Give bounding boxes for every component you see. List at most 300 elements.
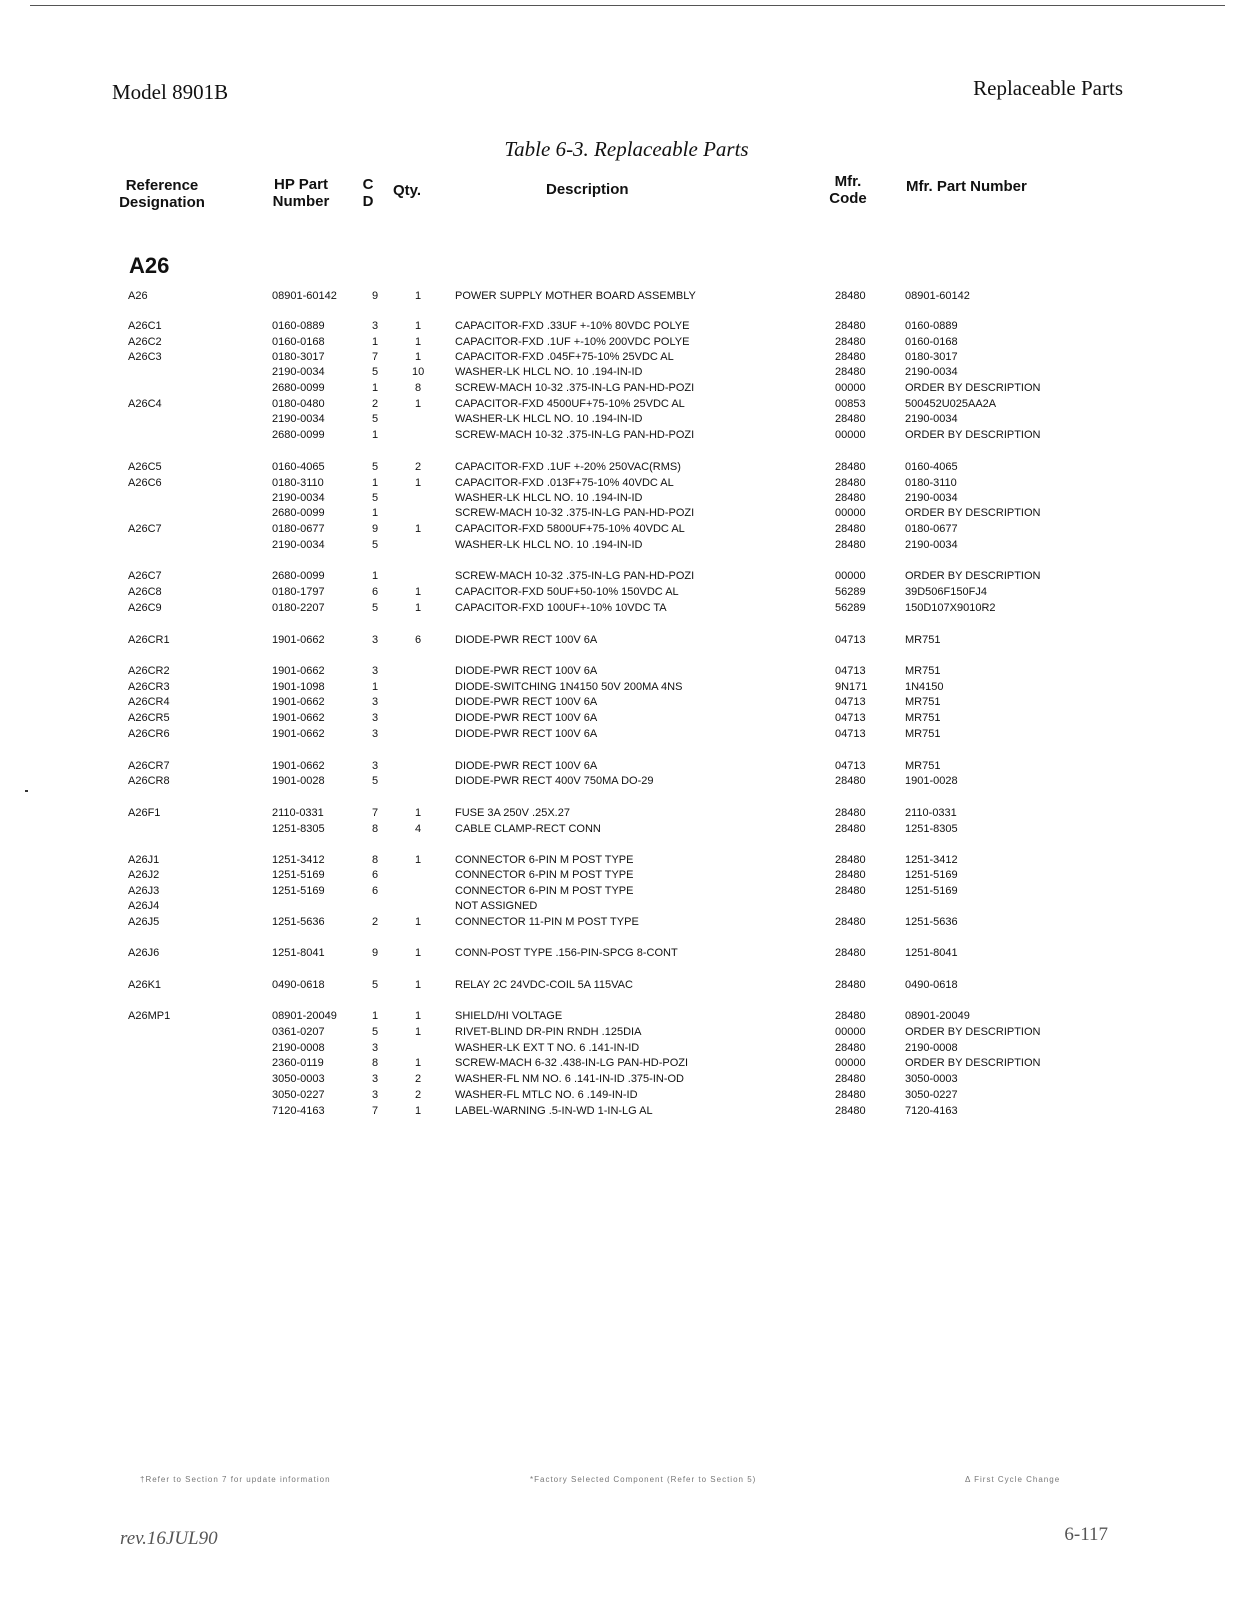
cell-mfr-code: 04713 — [835, 728, 866, 740]
cell-mfr-part-number: 0180-0677 — [905, 523, 958, 535]
cell-description: DIODE-PWR RECT 100V 6A — [455, 728, 598, 740]
page-number: 6-117 — [1064, 1524, 1108, 1545]
cell-mfr-code: 28480 — [835, 869, 866, 881]
cell-hp-part-number: 7120-4163 — [272, 1105, 325, 1117]
col-header-hp-part-line1: HP Part — [274, 176, 328, 193]
cell-hp-part-number: 0180-0677 — [272, 523, 325, 535]
cell-quantity: 1 — [414, 979, 422, 991]
cell-cd-code: 1 — [371, 1010, 379, 1022]
cell-ref-designation: A26CR1 — [128, 634, 170, 646]
cell-hp-part-number: 0490-0618 — [272, 979, 325, 991]
cell-description: WASHER-LK HLCL NO. 10 .194-IN-ID — [455, 492, 643, 504]
cell-mfr-part-number: MR751 — [905, 760, 941, 772]
cell-mfr-code: 28480 — [835, 336, 866, 348]
cell-mfr-part-number: 3050-0003 — [905, 1073, 958, 1085]
table-row — [0, 505, 1253, 521]
table-title: Table 6-3. Replaceable Parts — [504, 137, 749, 161]
cell-description: LABEL-WARNING .5-IN-WD 1-IN-LG AL — [455, 1105, 653, 1117]
cell-mfr-code: 56289 — [835, 602, 866, 614]
cell-quantity: 1 — [414, 602, 422, 614]
cell-hp-part-number: 1901-1098 — [272, 681, 325, 693]
cell-description: DIODE-SWITCHING 1N4150 50V 200MA 4NS — [455, 681, 683, 693]
cell-cd-code: 5 — [371, 979, 379, 991]
cell-mfr-code: 00000 — [835, 382, 866, 394]
table-row — [0, 945, 1253, 961]
cell-ref-designation: A26C5 — [128, 461, 162, 473]
cell-cd-code: 7 — [371, 351, 379, 363]
cell-description: SCREW-MACH 10-32 .375-IN-LG PAN-HD-POZI — [455, 570, 695, 582]
revision-date: rev.16JUL90 — [120, 1528, 218, 1549]
table-row — [0, 679, 1253, 695]
cell-description: WASHER-LK HLCL NO. 10 .194-IN-ID — [455, 539, 643, 551]
cell-mfr-code: 00853 — [835, 398, 866, 410]
table-row — [0, 380, 1253, 396]
col-header-hp-part — [268, 176, 334, 210]
table-row — [0, 852, 1253, 868]
cell-ref-designation: A26CR5 — [128, 712, 170, 724]
cell-description: SCREW-MACH 6-32 .438-IN-LG PAN-HD-POZI — [455, 1057, 689, 1069]
cell-cd-code: 3 — [371, 712, 379, 724]
cell-hp-part-number: 1251-5636 — [272, 916, 325, 928]
table-row — [0, 364, 1253, 380]
cell-description: CONNECTOR 11-PIN M POST TYPE — [455, 916, 639, 928]
cell-quantity: 1 — [414, 1105, 422, 1117]
cell-quantity: 1 — [414, 807, 422, 819]
cell-description: CONNECTOR 6-PIN M POST TYPE — [455, 869, 634, 881]
cell-cd-code: 3 — [371, 728, 379, 740]
cell-hp-part-number: 08901-60142 — [272, 290, 337, 302]
col-header-reference — [116, 177, 208, 211]
cell-description: SCREW-MACH 10-32 .375-IN-LG PAN-HD-POZI — [455, 429, 695, 441]
cell-description: SCREW-MACH 10-32 .375-IN-LG PAN-HD-POZI — [455, 507, 695, 519]
cell-mfr-part-number: 2190-0034 — [905, 492, 958, 504]
cell-hp-part-number: 2680-0099 — [272, 429, 325, 441]
cell-description: CONN-POST TYPE .156-PIN-SPCG 8-CONT — [455, 947, 678, 959]
cell-description: RIVET-BLIND DR-PIN RNDH .125DIA — [455, 1026, 642, 1038]
cell-mfr-part-number: 1N4150 — [905, 681, 944, 693]
cell-hp-part-number: 1251-8041 — [272, 947, 325, 959]
cell-mfr-code: 28480 — [835, 539, 866, 551]
cell-description: CAPACITOR-FXD .1UF +-20% 250VAC(RMS) — [455, 461, 681, 473]
cell-ref-designation: A26C4 — [128, 398, 162, 410]
cell-hp-part-number: 2190-0008 — [272, 1042, 325, 1054]
cell-description: CONNECTOR 6-PIN M POST TYPE — [455, 854, 634, 866]
cell-hp-part-number: 1901-0662 — [272, 728, 325, 740]
cell-ref-designation: A26C7 — [128, 523, 162, 535]
cell-mfr-code: 28480 — [835, 1073, 866, 1085]
cell-cd-code: 1 — [371, 336, 379, 348]
table-row — [0, 1071, 1253, 1087]
cell-ref-designation: A26CR7 — [128, 760, 170, 772]
cell-description: DIODE-PWR RECT 400V 750MA DO-29 — [455, 775, 654, 787]
table-row — [0, 710, 1253, 726]
section-heading: A26 — [129, 253, 170, 278]
cell-mfr-code: 00000 — [835, 1057, 866, 1069]
cell-quantity: 2 — [414, 1089, 422, 1101]
cell-description: CAPACITOR-FXD .1UF +-10% 200VDC POLYE — [455, 336, 690, 348]
table-row — [0, 1040, 1253, 1056]
table-row — [0, 288, 1253, 304]
table-row — [0, 663, 1253, 679]
table-row — [0, 898, 1253, 914]
cell-mfr-part-number: 39D506F150FJ4 — [905, 586, 987, 598]
col-header-cd-line2: D — [362, 193, 374, 210]
cell-hp-part-number: 1901-0662 — [272, 665, 325, 677]
cell-cd-code: 5 — [371, 539, 379, 551]
table-row — [0, 758, 1253, 774]
cell-hp-part-number: 0160-4065 — [272, 461, 325, 473]
col-header-mfr-code-line1: Mfr. — [834, 173, 862, 190]
cell-cd-code: 8 — [371, 854, 379, 866]
cell-hp-part-number: 2360-0119 — [272, 1057, 324, 1069]
cell-ref-designation: A26C6 — [128, 477, 162, 489]
table-row — [0, 1087, 1253, 1103]
cell-quantity: 10 — [412, 366, 425, 378]
cell-quantity: 1 — [414, 477, 422, 489]
cell-description: FUSE 3A 250V .25X.27 — [455, 807, 570, 819]
cell-mfr-code: 28480 — [835, 916, 866, 928]
table-row — [0, 459, 1253, 475]
table-row — [0, 1055, 1253, 1071]
model-header: Model 8901B — [112, 80, 229, 104]
cell-hp-part-number: 2190-0034 — [272, 492, 325, 504]
cell-hp-part-number: 3050-0227 — [272, 1089, 325, 1101]
cell-mfr-part-number: 1251-8305 — [905, 823, 958, 835]
table-row — [0, 1103, 1253, 1119]
table-row — [0, 521, 1253, 537]
cell-hp-part-number: 2190-0034 — [272, 366, 325, 378]
cell-mfr-part-number: 2190-0008 — [905, 1042, 958, 1054]
table-row — [0, 600, 1253, 616]
cell-mfr-part-number: 1251-5169 — [905, 869, 958, 881]
table-row — [0, 568, 1253, 584]
cell-mfr-part-number: 1901-0028 — [905, 775, 958, 787]
cell-mfr-part-number: 7120-4163 — [905, 1105, 958, 1117]
table-row — [0, 334, 1253, 350]
cell-mfr-part-number: 3050-0227 — [905, 1089, 958, 1101]
cell-mfr-code: 28480 — [835, 1105, 866, 1117]
cell-ref-designation: A26C1 — [128, 320, 162, 332]
cell-quantity: 1 — [414, 336, 422, 348]
cell-hp-part-number: 2190-0034 — [272, 539, 325, 551]
cell-cd-code: 5 — [371, 602, 379, 614]
cell-cd-code: 2 — [371, 916, 379, 928]
cell-cd-code: 3 — [371, 665, 379, 677]
cell-cd-code: 5 — [371, 366, 379, 378]
col-header-mfr-code-line2: Code — [829, 190, 867, 207]
cell-mfr-part-number: 0180-3017 — [905, 351, 958, 363]
cell-ref-designation: A26J6 — [128, 947, 160, 959]
cell-description: POWER SUPPLY MOTHER BOARD ASSEMBLY — [455, 290, 696, 302]
cell-quantity: 6 — [414, 634, 422, 646]
table-row — [0, 726, 1253, 742]
cell-description: WASHER-LK EXT T NO. 6 .141-IN-ID — [455, 1042, 640, 1054]
cell-mfr-part-number: 2190-0034 — [905, 366, 958, 378]
cell-hp-part-number: 1901-0662 — [272, 712, 325, 724]
col-header-cd-line1: C — [362, 176, 374, 193]
cell-mfr-part-number: 0160-4065 — [905, 461, 958, 473]
cell-mfr-part-number: MR751 — [905, 696, 941, 708]
col-header-qty: Qty. — [393, 182, 422, 199]
cell-ref-designation: A26C2 — [128, 336, 162, 348]
cell-mfr-part-number: 2190-0034 — [905, 539, 958, 551]
cell-description: CAPACITOR-FXD .33UF +-10% 80VDC POLYE — [455, 320, 690, 332]
cell-mfr-code: 00000 — [835, 429, 866, 441]
cell-hp-part-number: 1251-8305 — [272, 823, 325, 835]
cell-hp-part-number: 1901-0662 — [272, 634, 325, 646]
table-row — [0, 694, 1253, 710]
cell-mfr-part-number: 08901-20049 — [905, 1010, 970, 1022]
cell-hp-part-number: 0361-0207 — [272, 1026, 325, 1038]
cell-mfr-part-number: ORDER BY DESCRIPTION — [905, 507, 1041, 519]
cell-mfr-code: 28480 — [835, 320, 866, 332]
table-row — [0, 773, 1253, 789]
cell-description: DIODE-PWR RECT 100V 6A — [455, 665, 598, 677]
cell-ref-designation: A26J4 — [128, 900, 160, 912]
cell-cd-code: 5 — [371, 1026, 379, 1038]
cell-hp-part-number: 2680-0099 — [272, 382, 325, 394]
cell-mfr-part-number: 1251-3412 — [905, 854, 958, 866]
cell-hp-part-number: 0160-0889 — [272, 320, 325, 332]
cell-quantity: 1 — [414, 523, 422, 535]
cell-mfr-part-number: MR751 — [905, 634, 941, 646]
cell-cd-code: 5 — [371, 413, 379, 425]
cell-hp-part-number: 0180-3110 — [272, 477, 324, 489]
cell-cd-code: 3 — [371, 634, 379, 646]
cell-cd-code: 3 — [371, 760, 379, 772]
cell-description: SCREW-MACH 10-32 .375-IN-LG PAN-HD-POZI — [455, 382, 695, 394]
cell-quantity: 1 — [414, 320, 422, 332]
table-row — [0, 867, 1253, 883]
cell-mfr-part-number: ORDER BY DESCRIPTION — [905, 429, 1041, 441]
cell-description: WASHER-FL NM NO. 6 .141-IN-ID .375-IN-OD — [455, 1073, 684, 1085]
cell-quantity: 8 — [414, 382, 422, 394]
cell-cd-code: 6 — [371, 885, 379, 897]
cell-cd-code: 8 — [371, 823, 379, 835]
cell-quantity: 2 — [414, 1073, 422, 1085]
cell-description: CAPACITOR-FXD .013F+75-10% 40VDC AL — [455, 477, 674, 489]
cell-ref-designation: A26J2 — [128, 869, 160, 881]
top-rule — [30, 5, 1225, 6]
cell-hp-part-number: 0180-2207 — [272, 602, 325, 614]
cell-mfr-part-number: 0490-0618 — [905, 979, 958, 991]
cell-mfr-code: 28480 — [835, 1089, 866, 1101]
col-header-reference-line1: Reference — [125, 177, 199, 194]
cell-mfr-code: 28480 — [835, 979, 866, 991]
cell-ref-designation: A26J1 — [128, 854, 160, 866]
table-row — [0, 632, 1253, 648]
cell-cd-code: 1 — [371, 477, 379, 489]
cell-ref-designation: A26CR3 — [128, 681, 170, 693]
cell-mfr-code: 28480 — [835, 854, 866, 866]
cell-mfr-code: 56289 — [835, 586, 866, 598]
cell-mfr-part-number: 150D107X9010R2 — [905, 602, 996, 614]
cell-mfr-part-number: 2110-0331 — [905, 807, 957, 819]
cell-ref-designation: A26CR4 — [128, 696, 170, 708]
cell-quantity: 1 — [414, 586, 422, 598]
cell-mfr-part-number: ORDER BY DESCRIPTION — [905, 570, 1041, 582]
table-row — [0, 914, 1253, 930]
table-row — [0, 1008, 1253, 1024]
cell-mfr-code: 28480 — [835, 461, 866, 473]
cell-hp-part-number: 1901-0028 — [272, 775, 325, 787]
cell-quantity: 1 — [414, 916, 422, 928]
margin-speck — [25, 790, 28, 792]
cell-mfr-code: 00000 — [835, 507, 866, 519]
cell-mfr-part-number: 1251-5636 — [905, 916, 958, 928]
cell-ref-designation: A26J3 — [128, 885, 160, 897]
footnote-first-cycle-change: Δ First Cycle Change — [965, 1475, 1061, 1484]
cell-hp-part-number: 0180-1797 — [272, 586, 325, 598]
cell-hp-part-number: 3050-0003 — [272, 1073, 325, 1085]
cell-description: WASHER-LK HLCL NO. 10 .194-IN-ID — [455, 366, 643, 378]
table-row — [0, 411, 1253, 427]
cell-hp-part-number: 1251-5169 — [272, 869, 325, 881]
cell-hp-part-number: 0180-0480 — [272, 398, 325, 410]
cell-hp-part-number: 0180-3017 — [272, 351, 325, 363]
cell-mfr-code: 28480 — [835, 366, 866, 378]
cell-hp-part-number: 2680-0099 — [272, 507, 325, 519]
cell-cd-code: 1 — [371, 382, 379, 394]
cell-ref-designation: A26C7 — [128, 570, 162, 582]
col-header-cd — [361, 176, 375, 210]
cell-description: DIODE-PWR RECT 100V 6A — [455, 712, 598, 724]
cell-description: NOT ASSIGNED — [455, 900, 538, 912]
cell-mfr-part-number: 0160-0889 — [905, 320, 958, 332]
cell-mfr-code: 04713 — [835, 712, 866, 724]
cell-ref-designation: A26C8 — [128, 586, 162, 598]
cell-hp-part-number: 2110-0331 — [272, 807, 324, 819]
cell-hp-part-number: 2680-0099 — [272, 570, 325, 582]
cell-mfr-code: 28480 — [835, 290, 866, 302]
cell-mfr-code: 9N171 — [835, 681, 868, 693]
cell-cd-code: 3 — [371, 1089, 379, 1101]
cell-hp-part-number: 0160-0168 — [272, 336, 325, 348]
cell-ref-designation: A26MP1 — [128, 1010, 171, 1022]
table-row — [0, 318, 1253, 334]
cell-mfr-part-number: 1251-8041 — [905, 947, 958, 959]
cell-cd-code: 3 — [371, 696, 379, 708]
cell-cd-code: 9 — [371, 947, 379, 959]
cell-cd-code: 1 — [371, 507, 379, 519]
cell-quantity: 1 — [414, 1057, 422, 1069]
cell-quantity: 1 — [414, 1010, 422, 1022]
cell-mfr-code: 04713 — [835, 760, 866, 772]
table-row — [0, 1024, 1253, 1040]
cell-mfr-part-number: 1251-5169 — [905, 885, 958, 897]
cell-mfr-code: 28480 — [835, 947, 866, 959]
cell-description: CAPACITOR-FXD 50UF+50-10% 150VDC AL — [455, 586, 679, 598]
cell-ref-designation: A26CR2 — [128, 665, 170, 677]
cell-cd-code: 7 — [371, 1105, 379, 1117]
cell-quantity: 1 — [414, 1026, 422, 1038]
table-row — [0, 821, 1253, 837]
cell-ref-designation: A26F1 — [128, 807, 161, 819]
cell-cd-code: 6 — [371, 586, 379, 598]
cell-mfr-code: 28480 — [835, 477, 866, 489]
cell-mfr-code: 04713 — [835, 634, 866, 646]
cell-hp-part-number: 08901-20049 — [272, 1010, 337, 1022]
cell-description: WASHER-LK HLCL NO. 10 .194-IN-ID — [455, 413, 643, 425]
cell-quantity: 1 — [414, 290, 422, 302]
cell-description: SHIELD/HI VOLTAGE — [455, 1010, 563, 1022]
cell-cd-code: 3 — [371, 320, 379, 332]
cell-cd-code: 6 — [371, 869, 379, 881]
table-row — [0, 584, 1253, 600]
cell-description: CAPACITOR-FXD 4500UF+75-10% 25VDC AL — [455, 398, 685, 410]
cell-quantity: 1 — [414, 854, 422, 866]
footnote-update-info: †Refer to Section 7 for update information — [140, 1475, 331, 1484]
cell-mfr-code: 28480 — [835, 413, 866, 425]
table-row — [0, 977, 1253, 993]
cell-mfr-part-number: 500452U025AA2A — [905, 398, 997, 410]
footnote-factory-selected: *Factory Selected Component (Refer to Section 5) — [530, 1475, 757, 1484]
cell-mfr-part-number: ORDER BY DESCRIPTION — [905, 1026, 1041, 1038]
cell-mfr-part-number: 2190-0034 — [905, 413, 958, 425]
cell-mfr-part-number: MR751 — [905, 712, 941, 724]
cell-description: DIODE-PWR RECT 100V 6A — [455, 634, 598, 646]
table-row — [0, 805, 1253, 821]
cell-quantity: 1 — [414, 351, 422, 363]
cell-mfr-code: 28480 — [835, 823, 866, 835]
cell-ref-designation: A26K1 — [128, 979, 162, 991]
cell-cd-code: 9 — [371, 523, 379, 535]
cell-description: CABLE CLAMP-RECT CONN — [455, 823, 601, 835]
col-header-hp-part-line2: Number — [272, 193, 330, 210]
cell-ref-designation: A26C9 — [128, 602, 162, 614]
cell-mfr-part-number: 08901-60142 — [905, 290, 970, 302]
cell-mfr-part-number: 0180-3110 — [905, 477, 957, 489]
cell-mfr-code: 04713 — [835, 696, 866, 708]
cell-cd-code: 5 — [371, 461, 379, 473]
cell-mfr-code: 28480 — [835, 1042, 866, 1054]
cell-cd-code: 3 — [371, 1073, 379, 1085]
cell-cd-code: 7 — [371, 807, 379, 819]
cell-ref-designation: A26J5 — [128, 916, 160, 928]
cell-mfr-code: 04713 — [835, 665, 866, 677]
cell-cd-code: 5 — [371, 775, 379, 787]
cell-cd-code: 9 — [371, 290, 379, 302]
cell-quantity: 4 — [414, 823, 422, 835]
cell-mfr-part-number: 0160-0168 — [905, 336, 958, 348]
cell-quantity: 1 — [414, 398, 422, 410]
cell-cd-code: 1 — [371, 681, 379, 693]
cell-cd-code: 3 — [371, 1042, 379, 1054]
col-header-mfr-part-number: Mfr. Part Number — [906, 178, 1027, 195]
cell-description: CONNECTOR 6-PIN M POST TYPE — [455, 885, 634, 897]
cell-description: RELAY 2C 24VDC-COIL 5A 115VAC — [455, 979, 633, 991]
cell-mfr-part-number: ORDER BY DESCRIPTION — [905, 1057, 1041, 1069]
cell-cd-code: 1 — [371, 570, 379, 582]
cell-mfr-code: 28480 — [835, 492, 866, 504]
cell-mfr-code: 00000 — [835, 570, 866, 582]
cell-quantity: 2 — [414, 461, 422, 473]
table-row — [0, 475, 1253, 491]
cell-mfr-part-number: MR751 — [905, 665, 941, 677]
cell-hp-part-number: 1251-5169 — [272, 885, 325, 897]
cell-mfr-code: 00000 — [835, 1026, 866, 1038]
cell-cd-code: 1 — [371, 429, 379, 441]
cell-mfr-part-number: MR751 — [905, 728, 941, 740]
cell-mfr-code: 28480 — [835, 807, 866, 819]
table-row — [0, 396, 1253, 412]
cell-hp-part-number: 1901-0662 — [272, 760, 325, 772]
cell-mfr-part-number: ORDER BY DESCRIPTION — [905, 382, 1041, 394]
cell-ref-designation: A26C3 — [128, 351, 162, 363]
cell-mfr-code: 28480 — [835, 1010, 866, 1022]
cell-mfr-code: 28480 — [835, 351, 866, 363]
cell-ref-designation: A26CR8 — [128, 775, 170, 787]
